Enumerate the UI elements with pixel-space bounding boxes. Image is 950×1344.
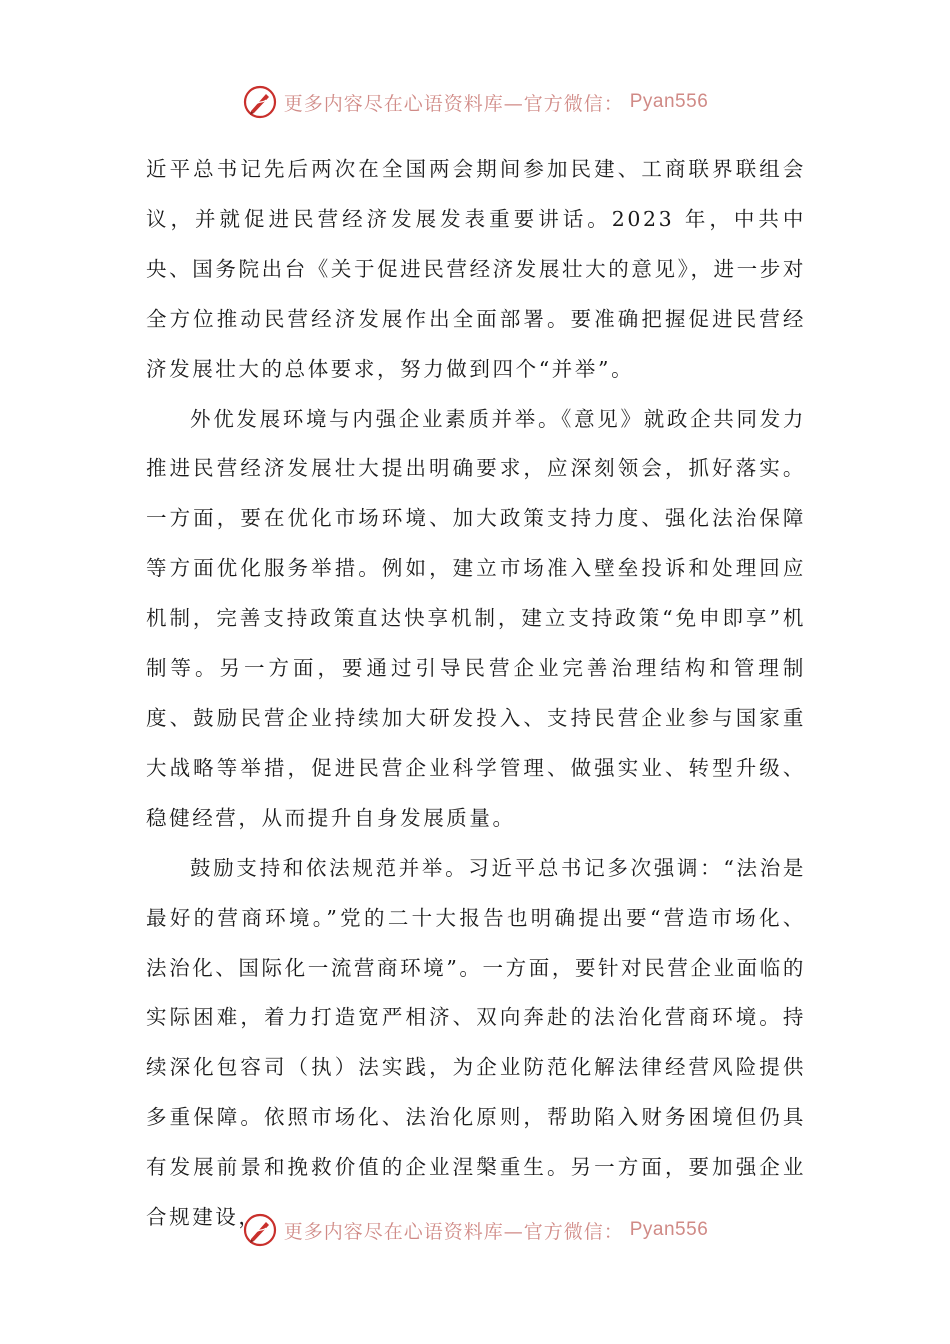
footer-watermark-text: 更多内容尽在心语资料库—官方微信：: [283, 1220, 624, 1243]
text-line: 深化包容司（执）法实践，为企业防范化解法律经营风险提供多重: [146, 1055, 806, 1130]
text-line: 升自身发展质量。: [330, 805, 516, 830]
header-watermark-banner: [0, 80, 950, 124]
text-line: 营企业持续加大研发投入、支持民营企业参与国家重大战略等举措，: [146, 705, 806, 780]
paragraph-1: [146, 145, 806, 395]
pen-seal-logo-icon: [242, 1212, 278, 1248]
text-line: 法治化、国际化一流营商环境”。一方面，要针对民营企业面临的: [146, 955, 806, 980]
text-line: 出台《关于促进民营经济发展壮大的意见》，进一步对全方位推动: [146, 256, 806, 331]
text-line: 最好的营商环境。”党的二十大报告也明确提出要“营造市场化、: [146, 905, 806, 930]
header-watermark-handle: Pyan556: [629, 91, 709, 112]
text-line: 另一方面，要通过引导民营企业完善治理结构和管理制度、鼓励民: [146, 656, 806, 730]
text-line: 总体要求，努力做到四个“并举”。: [284, 356, 635, 381]
text-line: 促进民营企业科学管理、做强实业、转型升级、稳健经营，从而提: [146, 755, 806, 830]
text-line: 近平总书记先后两次在全国两会期间参加民建、工商联界联组会议，: [146, 157, 806, 231]
header-watermark-text: 更多内容尽在心语资料库—官方微信：: [283, 92, 624, 115]
paragraph-2: [146, 395, 806, 844]
text-line: 保障。依照市场化、法治化原则，帮助陷入财务困境但仍具有发展: [146, 1105, 806, 1180]
text-line: 方面，要在优化市场环境、加大政策支持力度、强化法治保障等方: [146, 506, 806, 581]
text-line: 面优化服务举措。例如，建立市场准入壁垒投诉和处理回应机制，: [146, 556, 806, 631]
text-line: 完善支持政策直达快享机制，建立支持政策“免申即享”机制等。: [146, 606, 806, 681]
text-line: 鼓励支持和依法规范并举。习近平总书记多次强调：“法治是: [190, 855, 806, 880]
paragraph-3: [146, 844, 806, 1243]
text-line: 民营经济发展作出全面部署。要准确把握促进民营经济发展壮大的: [146, 306, 806, 381]
text-line: 外优发展环境与内强企业素质并举。《意见》就政企共同发力: [190, 406, 806, 431]
text-line: 并就促进民营经济发展发表重要讲话。2023 年，中共中央、国务院: [146, 206, 806, 281]
footer-watermark-banner: [0, 1208, 950, 1252]
document-body: [146, 145, 806, 1243]
text-line: 前景和挽救价值的企业涅槃重生。另一方面，要加强企业合规建设，: [146, 1155, 806, 1230]
text-line: 实际困难，着力打造宽严相济、双向奔赴的法治化营商环境。持续: [146, 1005, 806, 1080]
footer-watermark-handle: Pyan556: [629, 1219, 709, 1240]
text-line: 推进民营经济发展壮大提出明确要求，应深刻领会，抓好落实。一: [146, 456, 806, 531]
pen-seal-logo-icon: [242, 84, 278, 120]
